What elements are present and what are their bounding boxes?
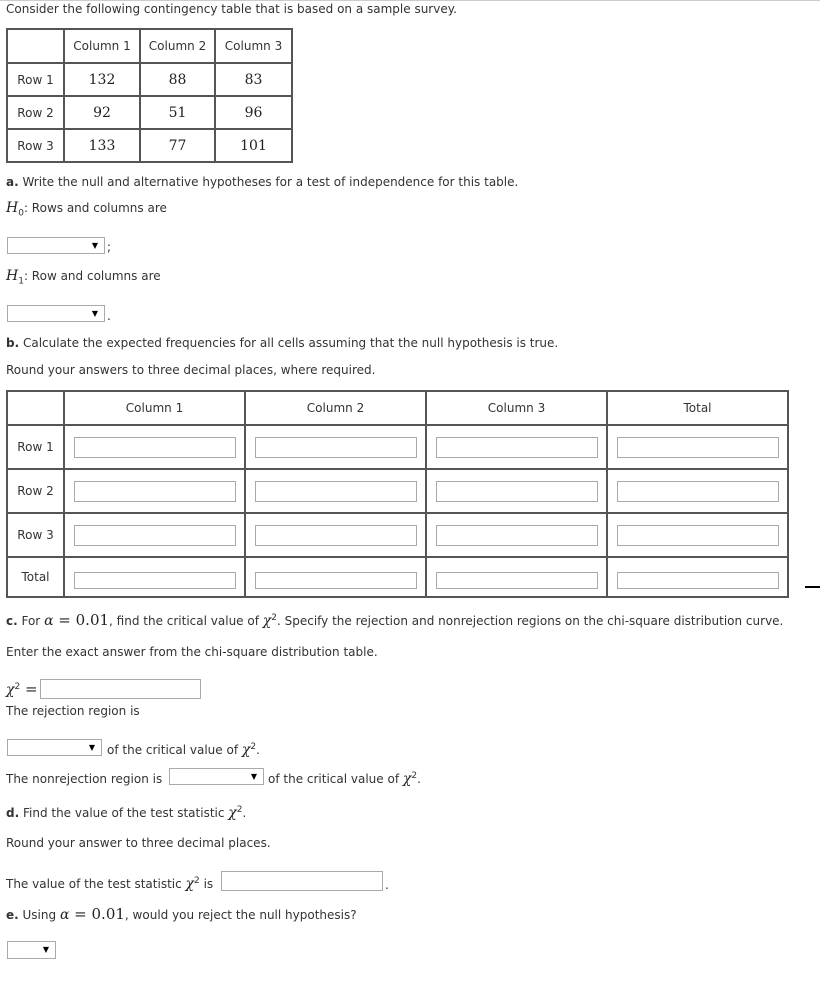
part-a-prompt bbox=[6, 175, 518, 189]
test-statistic-input[interactable] bbox=[221, 871, 383, 891]
part-text: Write the null and alternative hypotheses for a test of independence for this table. bbox=[18, 175, 519, 189]
chi-square-label bbox=[6, 680, 38, 698]
alpha-value: 0.01 bbox=[75, 611, 110, 629]
cell-value: 133 bbox=[64, 129, 140, 162]
text: of the critical value of bbox=[107, 743, 242, 757]
superscript: 2 bbox=[236, 805, 243, 815]
dropdown-arrow-icon: ▼ bbox=[88, 743, 95, 752]
expected-input[interactable] bbox=[617, 525, 779, 546]
total-input[interactable] bbox=[255, 572, 417, 589]
alpha-symbol: α bbox=[59, 907, 70, 923]
column-header: Column 2 bbox=[245, 391, 426, 425]
intro-text: Consider the following contingency table that is based on a sample survey. bbox=[6, 2, 457, 16]
superscript: 2 bbox=[271, 613, 277, 623]
h1-text: : Row and columns are bbox=[23, 269, 161, 283]
cell-value: 96 bbox=[215, 96, 292, 129]
edge-dash bbox=[805, 586, 820, 588]
row-header: Row 2 bbox=[7, 96, 64, 129]
superscript: 2 bbox=[250, 742, 257, 752]
h0-symbol: H bbox=[6, 200, 19, 216]
expected-input[interactable] bbox=[617, 437, 779, 458]
h1-dropdown[interactable] bbox=[7, 305, 105, 322]
h1-label bbox=[6, 268, 161, 286]
total-input[interactable] bbox=[74, 572, 236, 589]
expected-input[interactable] bbox=[436, 437, 598, 458]
superscript: 2 bbox=[14, 682, 21, 692]
alpha-value: 0.01 bbox=[91, 905, 125, 923]
h0-label bbox=[6, 200, 167, 218]
test-statistic-label bbox=[6, 876, 213, 892]
superscript: 2 bbox=[411, 771, 418, 781]
period: . bbox=[107, 309, 111, 323]
dropdown-arrow-icon: ▼ bbox=[91, 309, 98, 318]
text: For bbox=[17, 614, 45, 628]
part-letter: a. bbox=[6, 175, 19, 189]
table-row bbox=[7, 513, 788, 557]
dropdown-arrow-icon: ▼ bbox=[42, 945, 49, 954]
chi-symbol: χ bbox=[262, 613, 272, 629]
total-input[interactable] bbox=[617, 572, 779, 589]
cell-value: 88 bbox=[140, 63, 215, 96]
table-row bbox=[7, 469, 788, 513]
exact-answer-note: Enter the exact answer from the chi-square distribution table. bbox=[6, 645, 378, 659]
part-b-prompt bbox=[6, 336, 558, 350]
cell-value: 77 bbox=[140, 129, 215, 162]
text: Find the value of the test statistic bbox=[19, 806, 229, 820]
chi-symbol: χ bbox=[185, 876, 195, 892]
column-header: Column 3 bbox=[426, 391, 607, 425]
expected-input[interactable] bbox=[74, 481, 236, 502]
semicolon: ; bbox=[107, 240, 112, 254]
cell-value: 92 bbox=[64, 96, 140, 129]
h0-text: : Rows and columns are bbox=[23, 201, 167, 215]
row-header: Row 1 bbox=[7, 425, 64, 469]
row-header: Row 3 bbox=[7, 129, 64, 162]
cell-value: 51 bbox=[140, 96, 215, 129]
table-row bbox=[7, 129, 292, 162]
round-note: Round your answer to three decimal places. bbox=[6, 836, 271, 850]
dropdown-arrow-icon: ▼ bbox=[250, 772, 257, 781]
expected-input[interactable] bbox=[74, 437, 236, 458]
round-note: Round your answers to three decimal places, where required. bbox=[6, 363, 376, 377]
critical-value-input[interactable] bbox=[40, 679, 201, 699]
text: , would you reject the null hypothesis? bbox=[124, 908, 357, 922]
chi-symbol: χ bbox=[6, 682, 15, 698]
text: . bbox=[417, 772, 421, 786]
expected-input[interactable] bbox=[255, 481, 417, 502]
h0-subscript: 0 bbox=[18, 208, 24, 219]
text: is bbox=[199, 877, 214, 891]
text: of the critical value of bbox=[268, 772, 403, 786]
part-letter: c. bbox=[6, 614, 18, 628]
nonrejection-region-label: The nonrejection region is bbox=[6, 772, 163, 786]
part-letter: b. bbox=[6, 336, 20, 350]
part-text: Calculate the expected frequencies for all cells assuming that the null hypothesis is true. bbox=[19, 336, 559, 350]
reject-decision-dropdown[interactable] bbox=[7, 941, 56, 959]
dropdown-arrow-icon: ▼ bbox=[91, 241, 98, 250]
expected-input[interactable] bbox=[617, 481, 779, 502]
row-header: Row 2 bbox=[7, 469, 64, 513]
rejection-region-dropdown[interactable] bbox=[7, 739, 102, 756]
table-row bbox=[7, 425, 788, 469]
expected-input[interactable] bbox=[74, 525, 236, 546]
table-row bbox=[7, 557, 788, 597]
top-divider bbox=[0, 0, 820, 1]
row-header: Row 1 bbox=[7, 63, 64, 96]
row-header: Row 3 bbox=[7, 513, 64, 557]
equals: = bbox=[69, 905, 92, 923]
nonrejection-suffix bbox=[268, 771, 421, 787]
total-input[interactable] bbox=[436, 572, 598, 589]
observed-table bbox=[6, 28, 293, 163]
text: , find the critical value of bbox=[109, 614, 263, 628]
cell-value: 101 bbox=[215, 129, 292, 162]
text: . bbox=[242, 806, 247, 820]
expected-input[interactable] bbox=[436, 525, 598, 546]
text: . bbox=[256, 743, 260, 757]
equals: = bbox=[53, 611, 76, 629]
column-header: Total bbox=[607, 391, 788, 425]
column-header: Column 1 bbox=[64, 391, 245, 425]
part-letter: e. bbox=[6, 908, 19, 922]
equals: = bbox=[20, 680, 38, 698]
h0-dropdown[interactable] bbox=[7, 237, 105, 254]
superscript: 2 bbox=[194, 876, 200, 886]
chi-symbol: χ bbox=[402, 771, 412, 787]
h1-symbol: H bbox=[6, 268, 19, 284]
expected-input[interactable] bbox=[255, 437, 417, 458]
table-row bbox=[7, 63, 292, 96]
text: The value of the test statistic bbox=[6, 877, 186, 891]
table-row bbox=[7, 96, 292, 129]
part-d-prompt bbox=[6, 805, 246, 821]
period: . bbox=[385, 878, 389, 892]
rejection-suffix bbox=[107, 742, 260, 758]
row-header: Total bbox=[7, 557, 64, 597]
column-header: Column 1 bbox=[64, 29, 140, 63]
text: . Specify the rejection and nonrejection regions on the chi-square distribution curve. bbox=[276, 614, 784, 628]
nonrejection-region-dropdown[interactable] bbox=[169, 768, 264, 785]
part-c-prompt bbox=[6, 611, 783, 629]
alpha-symbol: α bbox=[44, 613, 54, 629]
corner-cell bbox=[7, 391, 64, 425]
corner-cell bbox=[7, 29, 64, 63]
text: Using bbox=[18, 908, 60, 922]
cell-value: 83 bbox=[215, 63, 292, 96]
part-letter: d. bbox=[6, 806, 20, 820]
rejection-region-label: The rejection region is bbox=[6, 704, 140, 718]
column-header: Column 3 bbox=[215, 29, 292, 63]
chi-symbol: χ bbox=[228, 805, 237, 821]
part-e-prompt bbox=[6, 905, 357, 923]
h1-subscript: 1 bbox=[18, 276, 24, 287]
chi-symbol: χ bbox=[241, 742, 251, 758]
expected-input[interactable] bbox=[436, 481, 598, 502]
expected-table bbox=[6, 390, 789, 598]
expected-input[interactable] bbox=[255, 525, 417, 546]
column-header: Column 2 bbox=[140, 29, 215, 63]
cell-value: 132 bbox=[64, 63, 140, 96]
